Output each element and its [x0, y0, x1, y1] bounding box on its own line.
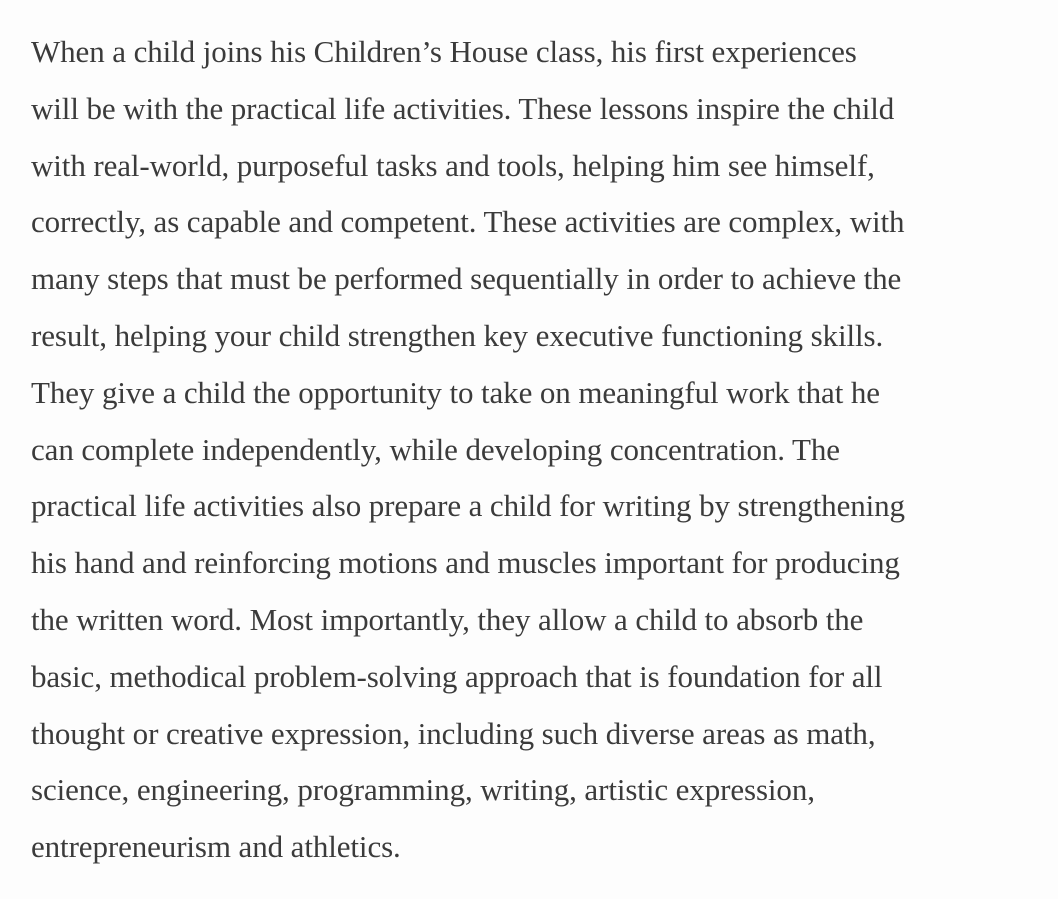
paragraph-line: many steps that must be performed sequentially in order to achieve the [31, 261, 902, 297]
paragraph-line: When a child joins his Children’s House class, his first experiences [31, 34, 857, 69]
paragraph-line: will be with the practical life activities. These lessons inspire the child [31, 90, 895, 126]
paragraph-line: practical life activities also prepare a child for writing by strengthening [31, 488, 905, 524]
paragraph-line: science, engineering, programming, writing, artistic expression, [31, 772, 815, 808]
paragraph-line: thought or creative expression, including such diverse areas as math, [31, 715, 876, 751]
paragraph [31, 24, 1058, 876]
paragraph-line: result, helping your child strengthen key executive functioning skills. [31, 317, 884, 353]
paragraph-line: the written word. Most importantly, they allow a child to absorb the [31, 601, 864, 637]
paragraph-line: can complete independently, while developing concentration. The [31, 431, 840, 467]
paragraph-line: basic, methodical problem-solving approach that is foundation for all [31, 658, 883, 694]
paragraph-line: correctly, as capable and competent. These activities are complex, with [31, 204, 905, 240]
paragraph-line: entrepreneurism and athletics. [31, 829, 401, 865]
paragraph-line: They give a child the opportunity to take on meaningful work that he [31, 374, 880, 410]
paragraph-line: his hand and reinforcing motions and muscles important for producing [31, 545, 900, 581]
paragraph-line: with real-world, purposeful tasks and tools, helping him see himself, [31, 147, 875, 183]
